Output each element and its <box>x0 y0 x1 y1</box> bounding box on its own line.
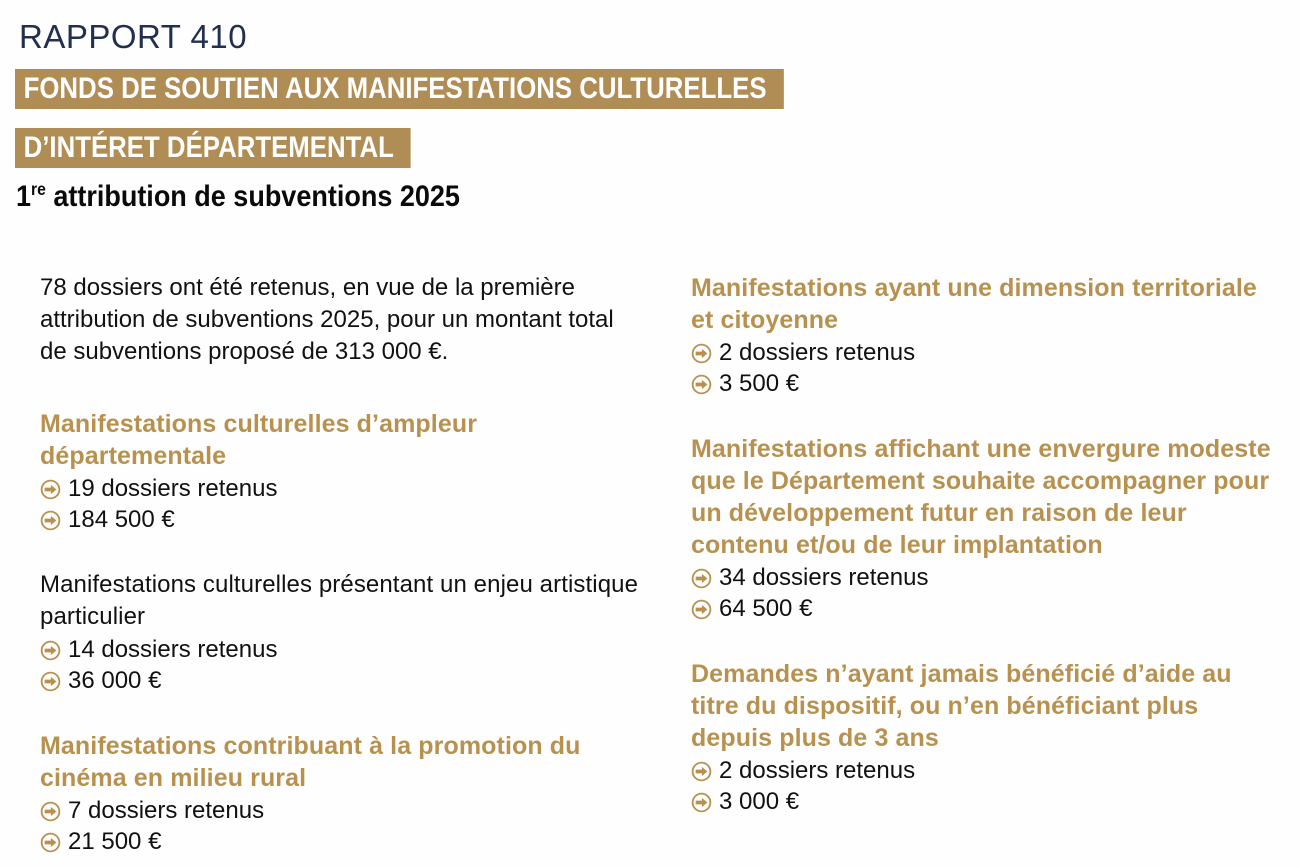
stat-value: 36 000 € <box>68 667 162 694</box>
block-stats-list <box>691 562 1282 624</box>
left-column <box>0 272 691 857</box>
stat-row <box>40 504 643 535</box>
stat-value: 3 000 € <box>719 788 800 815</box>
stat-value: 19 dossiers retenus <box>68 475 278 502</box>
stat-row <box>691 562 1282 593</box>
content-block <box>40 408 643 535</box>
arrow-circle-right-icon <box>691 792 712 813</box>
block-stats-list <box>40 795 643 857</box>
title-banner-line-1 <box>15 69 784 109</box>
arrow-circle-right-icon <box>691 374 712 395</box>
arrow-circle-right-icon <box>691 568 712 589</box>
title-banner-line-1-text: FONDS DE SOUTIEN AUX MANIFESTATIONS CULTURELLES <box>23 72 767 105</box>
arrow-circle-right-icon <box>40 510 61 531</box>
intro-paragraph: 78 dossiers ont été retenus, en vue de la première attribution de subventions 2025, pour un montant total de subventions proposé de 313 000 €. <box>40 274 614 365</box>
stat-value: 7 dossiers retenus <box>68 797 265 824</box>
block-heading: Manifestations culturelles présentant un enjeu artistique particulier <box>40 571 639 630</box>
stat-value: 3 500 € <box>719 370 800 397</box>
subtitle-ordinal-suffix: re <box>31 179 46 199</box>
arrow-circle-right-icon <box>40 671 61 692</box>
content-columns <box>0 272 1300 857</box>
stat-value: 34 dossiers retenus <box>719 564 929 591</box>
content-block <box>691 433 1282 624</box>
stat-row <box>691 337 1282 368</box>
block-heading: Demandes n’ayant jamais bénéficié d’aide au titre du dispositif, ou n’en bénéficiant plus depuis plus de 3 ans <box>691 660 1232 752</box>
block-stats-list <box>40 473 643 535</box>
stat-row <box>40 634 643 665</box>
arrow-circle-right-icon <box>40 832 61 853</box>
arrow-circle-right-icon <box>691 761 712 782</box>
arrow-circle-right-icon <box>691 343 712 364</box>
title-banner-line-2 <box>15 128 411 168</box>
arrow-circle-right-icon <box>691 599 712 620</box>
content-block <box>40 569 643 696</box>
stat-row <box>40 826 643 857</box>
report-number: RAPPORT 410 <box>19 18 248 55</box>
block-heading: Manifestations contribuant à la promotion du cinéma en milieu rural <box>40 732 581 792</box>
stat-row <box>40 795 643 826</box>
block-stats-list <box>40 634 643 696</box>
stat-row <box>40 473 643 504</box>
stat-row <box>691 786 1282 817</box>
stat-value: 2 dossiers retenus <box>719 339 916 366</box>
block-heading: Manifestations culturelles d’ampleur départementale <box>40 410 478 470</box>
block-stats-list <box>691 337 1282 399</box>
title-banner-line-2-text: D’INTÉRET DÉPARTEMENTAL <box>23 131 394 164</box>
right-column <box>691 272 1300 817</box>
stat-row <box>691 593 1282 624</box>
stat-row <box>40 665 643 696</box>
stat-row <box>691 368 1282 399</box>
left-column-blocks <box>40 408 643 857</box>
stat-row <box>691 755 1282 786</box>
content-block <box>691 658 1282 817</box>
subtitle-rest: attribution de subventions 2025 <box>45 180 460 213</box>
subtitle-prefix: 1 <box>16 180 32 213</box>
stat-value: 184 500 € <box>68 506 175 533</box>
content-block <box>40 730 643 857</box>
page-subtitle <box>16 180 460 214</box>
arrow-circle-right-icon <box>40 801 61 822</box>
block-heading: Manifestations affichant une envergure modeste que le Département souhaite accompagner pour un développement futur en raison de leur contenu et/ou de leur implantation <box>691 435 1271 559</box>
stat-value: 14 dossiers retenus <box>68 636 278 663</box>
block-heading: Manifestations ayant une dimension territoriale et citoyenne <box>691 274 1257 334</box>
arrow-circle-right-icon <box>40 479 61 500</box>
stat-value: 21 500 € <box>68 828 162 855</box>
block-stats-list <box>691 755 1282 817</box>
content-block <box>691 272 1282 399</box>
arrow-circle-right-icon <box>40 640 61 661</box>
right-column-blocks <box>691 272 1282 817</box>
stat-value: 64 500 € <box>719 595 813 622</box>
stat-value: 2 dossiers retenus <box>719 757 916 784</box>
